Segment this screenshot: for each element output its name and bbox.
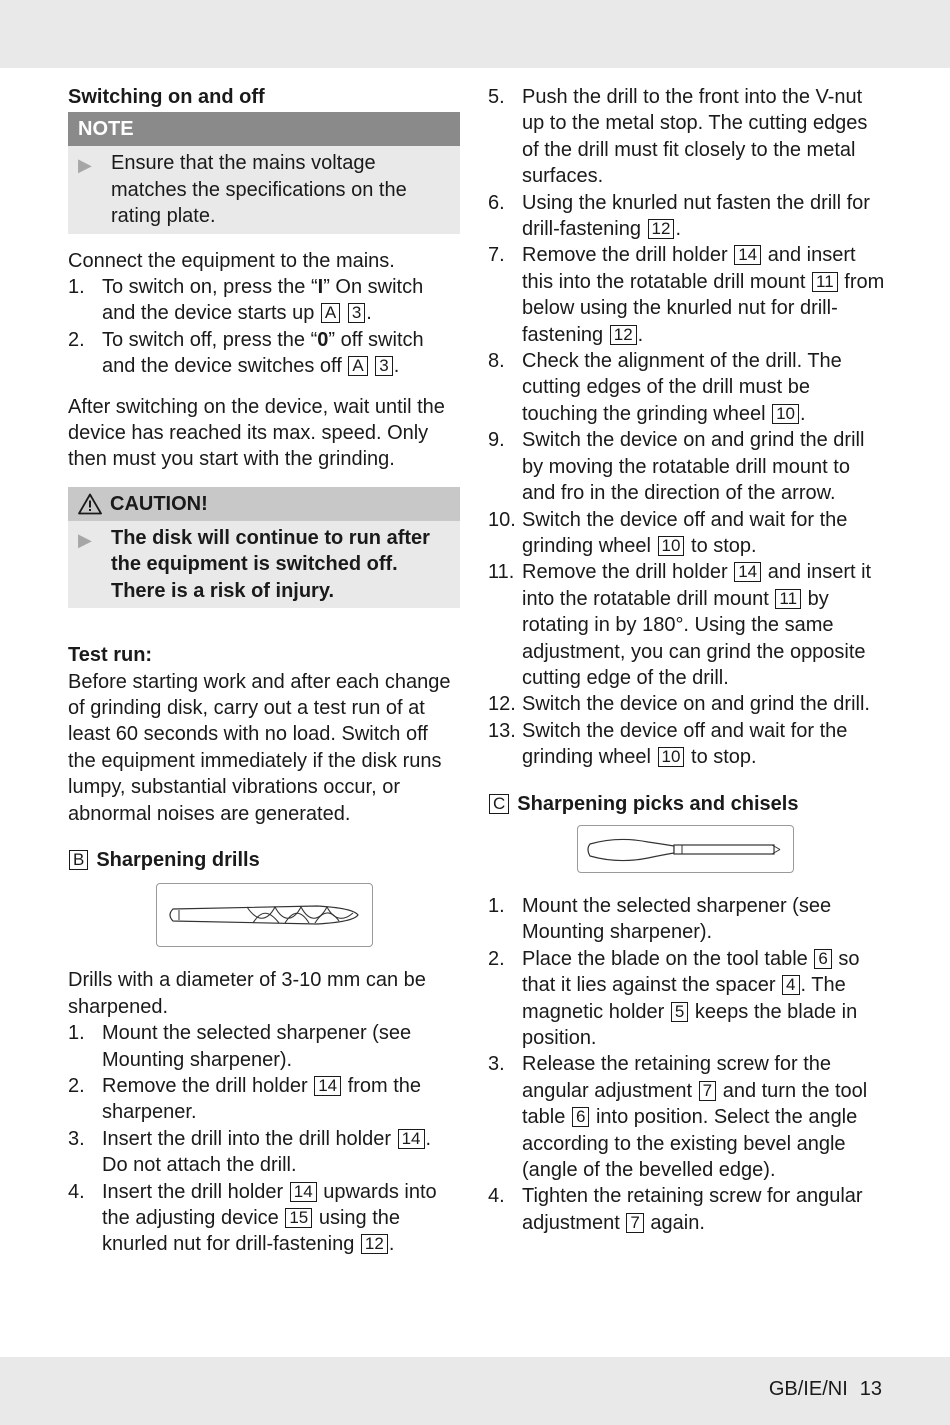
text-run: .	[799, 402, 806, 425]
switch-steps-list	[68, 274, 460, 380]
text-run: Mount the selected sharpener (see Mounting sharpener).	[522, 894, 832, 944]
text-run: Release the retaining screw for the angular adjustment	[522, 1053, 832, 1102]
list-item	[488, 1183, 888, 1236]
step-text	[102, 1126, 460, 1179]
step-number: 12.	[488, 693, 516, 716]
text-run: .	[637, 323, 644, 346]
part-reference: 7	[626, 1213, 643, 1233]
part-reference: 7	[699, 1081, 716, 1101]
part-reference: 10	[772, 404, 799, 424]
step-text	[522, 348, 888, 427]
step-text	[522, 242, 888, 348]
step-text	[522, 946, 888, 1052]
text-run: .	[393, 355, 400, 378]
step-number: 4.	[488, 1185, 505, 1208]
step-text	[102, 1020, 460, 1073]
text-run: Tighten the retaining screw for angular adjustment	[522, 1185, 863, 1234]
part-reference: 5	[671, 1002, 688, 1022]
text-run: Push the drill to the front into the V-nut up to the metal stop. The cutting edges of the drill must fit closely to the metal surfaces.	[522, 86, 868, 188]
caution-box	[68, 487, 460, 608]
list-item	[68, 274, 460, 327]
section-b-title: Sharpening drills	[96, 848, 260, 871]
step-text	[102, 327, 460, 380]
drills-intro: Drills with a diameter of 3-10 mm can be sharpened.	[68, 969, 426, 1018]
section-c-heading	[488, 791, 888, 817]
part-reference: 10	[658, 747, 685, 767]
step-text	[522, 1183, 888, 1236]
part-reference: 3	[348, 303, 365, 323]
step-text	[522, 691, 888, 717]
caution-text: The disk will continue to run after the equipment is switched off. There is a risk of injury.	[111, 526, 430, 602]
step-number: 4.	[68, 1180, 85, 1203]
list-item	[488, 507, 888, 560]
step-number: 8.	[488, 350, 505, 373]
part-reference: 3	[375, 356, 392, 376]
warning-icon	[78, 493, 102, 515]
text-run: Remove the drill holder	[102, 1074, 314, 1097]
list-item	[488, 348, 888, 427]
text-run: to stop.	[685, 746, 757, 769]
step-number: 3.	[488, 1053, 505, 1076]
section-c-title: Sharpening picks and chisels	[517, 792, 799, 815]
part-reference: 6	[814, 949, 831, 969]
section-c-ref: C	[489, 794, 509, 814]
text-run: from below using the knurled nut for drill-fastening	[522, 270, 885, 346]
text-run: .	[675, 218, 681, 241]
text-run: Check the alignment of the drill. The cutting edges of the drill must be touching the grinding wheel	[522, 350, 842, 425]
step-text	[102, 1073, 460, 1126]
text-run: Remove the drill holder	[522, 244, 734, 267]
text-run: Switch the device off and wait for the grinding wheel	[522, 508, 848, 557]
step-text	[522, 190, 888, 243]
step-number: 1.	[68, 1022, 85, 1045]
text-run: Switch the device off and wait for the grinding wheel	[522, 719, 848, 769]
text-run: and insert this into the rotatable drill mount	[522, 244, 856, 293]
text-run: and turn the tool table	[522, 1079, 868, 1129]
step-number: 9.	[488, 429, 505, 452]
part-reference: 15	[285, 1208, 312, 1228]
step-number: 1.	[488, 894, 505, 917]
switch-key: I	[317, 276, 324, 299]
part-reference: 14	[734, 562, 761, 582]
section-b-ref: B	[69, 850, 88, 870]
list-item	[488, 946, 888, 1052]
part-reference: A	[348, 356, 367, 376]
part-reference: 6	[572, 1107, 589, 1127]
chisel-illustration	[577, 825, 794, 873]
part-reference: 12	[361, 1234, 388, 1254]
step-number: 5.	[488, 86, 505, 108]
drill-steps-list-continued	[488, 84, 888, 771]
part-reference: 14	[734, 245, 761, 265]
part-reference: 12	[648, 219, 675, 239]
text-run: Using the knurled nut fasten the drill for drill-fastening	[522, 191, 870, 241]
test-run-heading: Test run:	[68, 644, 153, 667]
text-run: again.	[644, 1211, 705, 1234]
text-run: keeps the blade in position.	[522, 1000, 858, 1049]
caution-label: CAUTION!	[110, 492, 208, 515]
text-run: Insert the drill holder	[102, 1180, 289, 1203]
text-run: . Do not attach the drill.	[102, 1127, 432, 1177]
step-number: 2.	[68, 1074, 85, 1097]
list-item	[488, 718, 888, 771]
list-item	[68, 1126, 460, 1179]
page-number: 13	[859, 1378, 882, 1400]
footer-region: GB/IE/NI	[768, 1378, 848, 1400]
text-run: Insert the drill into the drill holder	[102, 1127, 397, 1150]
text-run: using the knurled nut for drill-fastening	[102, 1207, 400, 1256]
list-item	[488, 559, 888, 691]
step-number: 11.	[488, 561, 515, 584]
page-footer	[769, 1378, 882, 1401]
step-number: 13.	[488, 719, 516, 742]
step-text	[522, 893, 888, 946]
list-item	[488, 1051, 888, 1183]
part-reference: A	[321, 303, 340, 323]
drill-illustration	[156, 883, 373, 947]
list-item	[488, 190, 888, 243]
part-reference: 12	[610, 325, 637, 345]
triangle-bullet-icon: ▶	[78, 529, 92, 550]
step-number: 2.	[488, 947, 505, 970]
text-run: from the sharpener.	[102, 1074, 422, 1124]
chisel-steps-list	[488, 893, 888, 1236]
text-run: ” off switch and the device switches off	[102, 328, 424, 378]
part-reference: 10	[658, 536, 685, 556]
text-run: .	[388, 1233, 395, 1256]
right-column	[488, 84, 888, 1236]
list-item	[68, 1073, 460, 1126]
list-item	[488, 84, 888, 190]
part-reference: 4	[782, 975, 799, 995]
note-text: Ensure that the mains voltage matches the specifications on the rating plate.	[111, 152, 407, 228]
step-text	[522, 507, 888, 560]
text-run: so that it lies against the spacer	[522, 947, 860, 997]
text-run: ” On switch and the device starts up	[102, 276, 424, 325]
triangle-bullet-icon: ▶	[78, 155, 92, 176]
text-run: . The magnetic holder	[522, 974, 846, 1023]
list-item	[68, 1020, 460, 1073]
step-text	[102, 274, 460, 327]
text-run: .	[366, 302, 372, 325]
step-text	[522, 718, 888, 771]
switching-heading: Switching on and off	[68, 86, 265, 108]
part-reference: 14	[290, 1182, 317, 1202]
text-run: Switch the device on and grind the drill by moving the rotatable drill mount to and fro in the direction of the arrow.	[522, 429, 865, 505]
text-run: Mount the selected sharpener (see Mounting sharpener).	[102, 1022, 412, 1071]
text-run: Switch the device on and grind the drill.	[522, 693, 870, 716]
list-item	[68, 1179, 460, 1258]
test-run-text: Before starting work and after each change of grinding disk, carry out a test run of at least 60 seconds with no load. Switch off the equipment immediately if the disk runs lumpy, substantial vibrations occur, or abnormal noises are generated.	[68, 670, 451, 825]
step-number: 1.	[68, 276, 85, 299]
text-run: into position. Select the angle according to the existing bevel angle (angle of the bevelled edge).	[522, 1106, 858, 1182]
after-switching-text: After switching on the device, wait until the device has reached its max. speed. Only then must you start with the grinding.	[68, 395, 445, 471]
text-run: upwards into the adjusting device	[102, 1180, 437, 1229]
step-text	[522, 427, 888, 506]
list-item	[488, 893, 888, 946]
text-run: To switch off, press the “	[102, 328, 318, 351]
list-item	[68, 327, 460, 380]
text-run: Place the blade on the tool table	[522, 947, 814, 970]
switch-key: 0	[317, 328, 329, 351]
part-reference: 11	[812, 272, 838, 292]
list-item	[488, 427, 888, 506]
step-number: 7.	[488, 244, 505, 267]
text-run: Remove the drill holder	[522, 561, 734, 584]
text-run: and insert it into the rotatable drill mount	[522, 561, 872, 610]
step-number: 10.	[488, 508, 516, 531]
step-text	[102, 1179, 460, 1258]
step-number: 2.	[68, 328, 85, 351]
step-number: 6.	[488, 191, 505, 214]
header-band	[0, 0, 950, 68]
text-run: To switch on, press the “	[102, 276, 318, 299]
note-box	[68, 112, 460, 233]
drill-steps-list	[68, 1020, 460, 1258]
note-label: NOTE	[68, 112, 460, 146]
step-text	[522, 1051, 888, 1183]
part-reference: 14	[314, 1076, 341, 1096]
step-text	[522, 559, 888, 691]
list-item	[488, 691, 888, 717]
text-run: by rotating in by 180°. Using the same adjustment, you can grind the opposite cutting edge of the drill.	[522, 587, 866, 689]
connect-text: Connect the equipment to the mains.	[68, 249, 395, 272]
drill-bit-icon	[157, 884, 372, 946]
part-reference: 14	[398, 1129, 425, 1149]
left-column	[68, 84, 460, 1258]
step-number: 3.	[68, 1127, 85, 1150]
chisel-icon	[578, 826, 793, 872]
section-b-heading	[68, 847, 460, 873]
text-run: to stop.	[685, 534, 757, 557]
step-text	[522, 84, 888, 190]
list-item	[488, 242, 888, 348]
part-reference: 11	[775, 589, 801, 609]
